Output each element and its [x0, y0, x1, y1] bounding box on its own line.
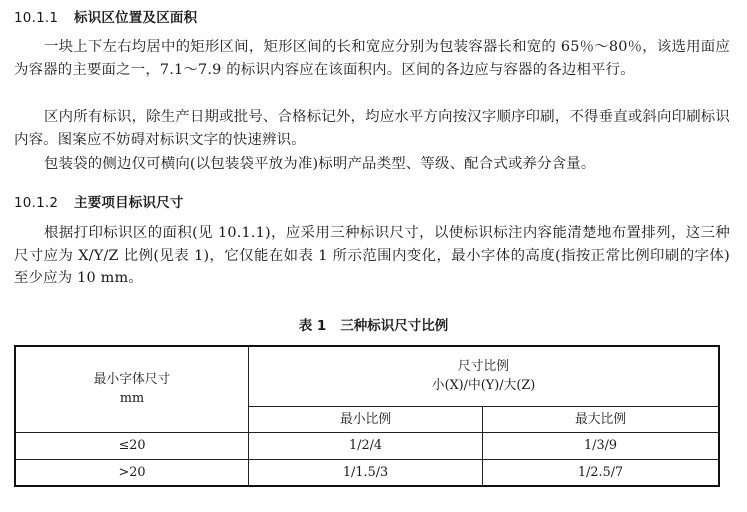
cell-size: ≤20	[15, 432, 249, 459]
paragraph: 一块上下左右均居中的矩形区间，矩形区间的长和宽应分别为包装容器长和宽的 65％～80％，该选用面应为容器的主要面之一，7.1～7.9 的标识内容应在该面积内。区间的各边应与容器的各边相平行。	[14, 39, 730, 78]
cell-max: 1/2.5/7	[483, 459, 719, 486]
table-caption	[0, 314, 747, 334]
section-number: 10.1.2	[14, 195, 59, 211]
header-cell-max-ratio: 最大比例	[483, 406, 719, 432]
table-caption-title: 三种标识尺寸比例	[340, 318, 449, 334]
section-title: 主要项目标识尺寸	[74, 195, 184, 211]
paragraph: 包装袋的侧边仅可横向(以包装袋平放为准)标明产品类型、等级、配合式或养分含量。	[44, 156, 596, 172]
header-cell-size-ratio	[249, 346, 720, 406]
header-cell-min-ratio: 最小比例	[249, 406, 483, 432]
section-title: 标识区位置及区面积	[74, 10, 198, 26]
section-heading-10-1-2	[14, 191, 184, 211]
table-caption-number: 表 1	[298, 318, 327, 334]
section-number: 10.1.1	[14, 10, 59, 26]
header-unit: mm	[119, 391, 145, 407]
header-cell-min-font-size	[15, 346, 249, 432]
paragraph: 根据打印标识区的面积(见 10.1.1)，应采用三种标识尺寸，以使标识标注内容能清楚地布置排列，这三种尺寸应为 X/Y/Z 比例(见表 1)，它仅能在如表 1 所示范围内变化，最小字体的高度(指按正常比例印刷的字体)至少应为 10 mm。	[14, 225, 730, 286]
cell-size: >20	[15, 459, 249, 486]
cell-min: 1/2/4	[249, 432, 483, 459]
table-row	[15, 459, 719, 486]
cell-min: 1/1.5/3	[249, 459, 483, 486]
header-label: 尺寸比例	[457, 359, 510, 375]
cell-max: 1/3/9	[483, 432, 719, 459]
table-row	[15, 432, 719, 459]
size-ratio-table	[14, 345, 720, 487]
header-sublabel: 小(X)/中(Y)/大(Z)	[431, 378, 536, 394]
header-label: 最小字体尺寸	[93, 372, 171, 388]
paragraph: 区内所有标识，除生产日期或批号、合格标记外，均应水平方向按汉字顺序印刷，不得垂直或斜向印刷标识内容。图案应不妨碍对标识文字的快速辨识。	[14, 109, 730, 148]
section-heading-10-1-1	[14, 6, 197, 26]
